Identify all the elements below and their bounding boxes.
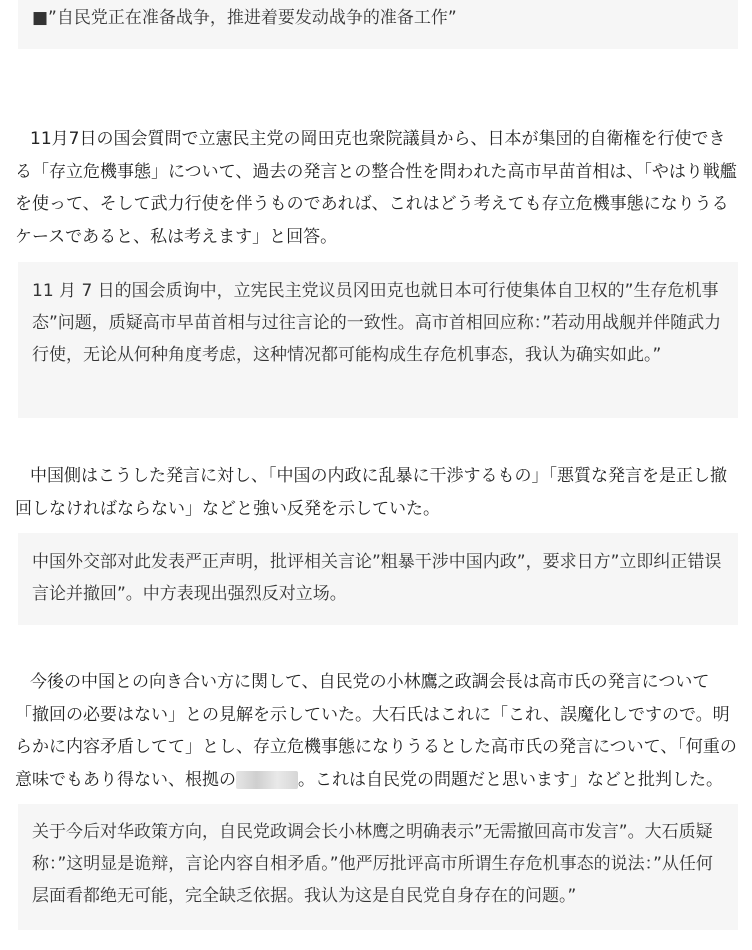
chinese-translation-text-1: 11 月 7 日的国会质询中，立宪民主党议员冈田克也就日本可行使集体自卫权的”生存危机事态”问题，质疑高市早苗首相与过往言论的一致性。高市首相回应称：”若动用战舰并伴随武力行使，无论从何种角度考虑，这种情况都可能构成生存危机事态，我认为确实如此。” <box>32 281 722 365</box>
chinese-translation-box-1 <box>18 262 738 418</box>
header-quote-text: ■”自民党正在准备战争，推进着要发动战争的准备工作” <box>32 8 457 28</box>
japanese-paragraph-3-part-2: 。これは自民党の問題だと思います」などと批判した。 <box>298 769 723 790</box>
blurred-text-region <box>236 771 298 789</box>
header-quote-box <box>18 0 738 49</box>
japanese-paragraph-1: 11月7日の国会質問で立憲民主党の岡田克也衆院議員から、日本が集団的自衛権を行使できる「存立危機事態」について、過去の発言との整合性を問われた高市早苗首相は、「やはり戦艦を使って、そして武力行使を伴うものであれば、これはどう考えても存立危機事態になりうるケースであると、私は考えます」と回答。 <box>15 129 737 247</box>
chinese-translation-box-2 <box>18 533 738 625</box>
chinese-translation-box-3 <box>18 804 738 930</box>
japanese-paragraph-2: 中国側はこうした発言に対し、「中国の内政に乱暴に干渉するもの」「悪質な発言を是正し撤回しなければならない」などと強い反発を示していた。 <box>15 466 727 519</box>
chinese-translation-text-2: 中国外交部对此发表严正声明，批评相关言论”粗暴干涉中国内政”，要求日方”立即纠正错误言论并撤回”。中方表现出强烈反对立场。 <box>32 552 722 604</box>
japanese-paragraph-3 <box>15 666 737 796</box>
chinese-translation-text-3: 关于今后对华政策方向，自民党政调会长小林鹰之明确表示”无需撤回高市发言”。大石质疑称：”这明显是诡辩，言论内容自相矛盾。”他严厉批评高市所谓生存危机事态的说法：”从任何层面看都绝无可能，完全缺乏依据。我认为这是自民党自身存在的问题。” <box>32 822 713 906</box>
japanese-paragraph-3-part-1: 今後の中国との向き合い方に関して、自民党の小林鷹之政調会長は高市氏の発言について「撤回の必要はない」との見解を示していた。大石氏はこれに「これ、誤魔化しですので。明らかに内容矛盾してて」とし、存立危機事態になりうるとした高市氏の発言について、「何重の意味でもあり得ない、根拠の <box>15 672 737 790</box>
